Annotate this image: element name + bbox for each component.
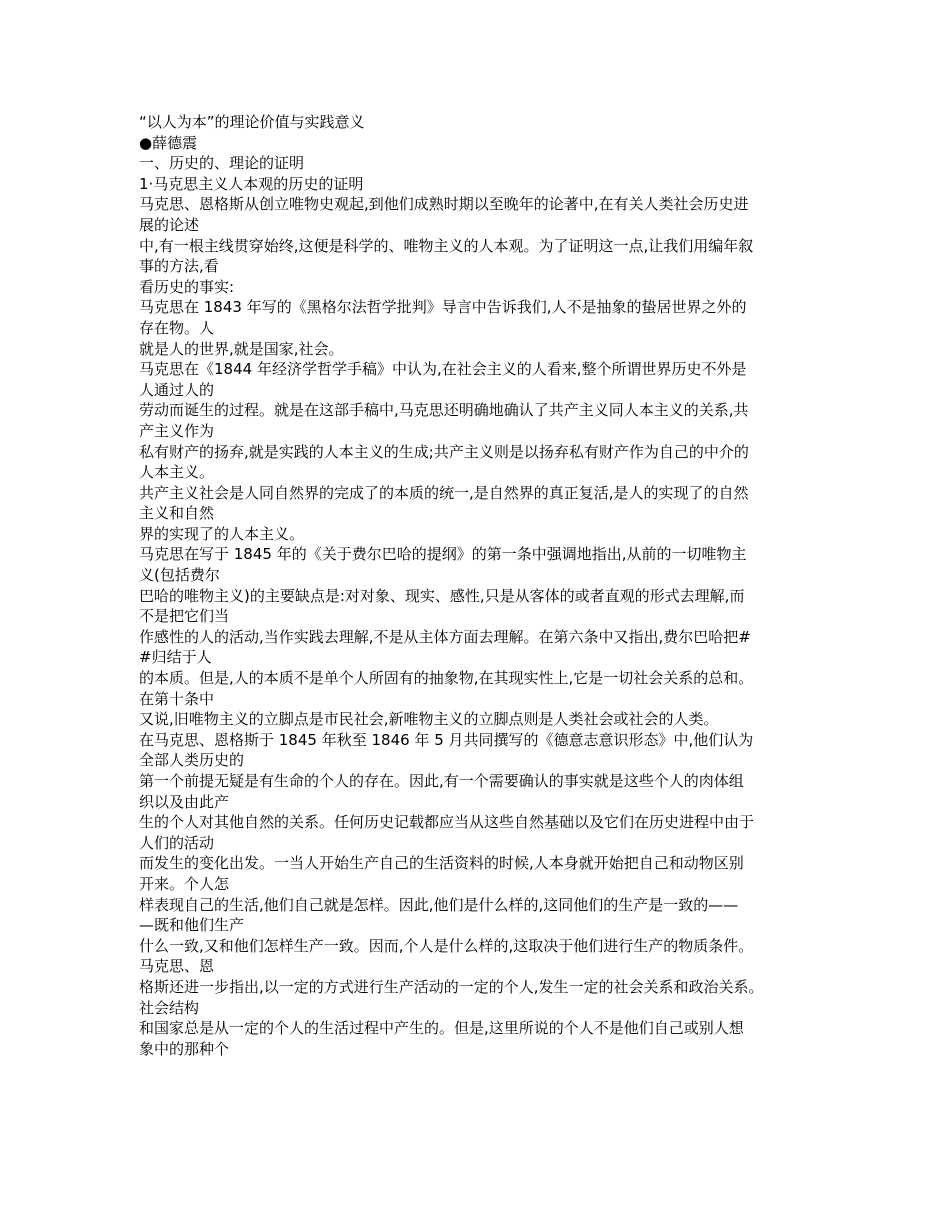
body-line: 存在物。人 [139, 318, 215, 337]
body-line: 巴哈的唯物主义)的主要缺点是:对对象、现实、感性,只是从客体的或者直观的形式去理解,而 [139, 586, 745, 605]
body-line: 马克思在 1843 年写的《黑格尔法哲学批判》导言中告诉我们,人不是抽象的蛰居世界之外的 [139, 298, 747, 317]
body-line: 私有财产的扬弃,就是实践的人本主义的生成;共产主义则是以扬弃私有财产作为自己的中介的 [139, 442, 749, 461]
author-line: ●薛德震 [139, 133, 198, 152]
body-line: 第一个前提无疑是有生命的个人的存在。因此,有一个需要确认的事实就是这些个人的肉体组 [139, 772, 744, 790]
body-line: 马克思在《1844 年经济学哲学手稿》中认为,在社会主义的人看来,整个所谓世界历史不外是 [139, 360, 747, 379]
body-line: 马克思、恩 [139, 957, 215, 976]
body-line: 而发生的变化出发。一当人开始生产自己的生活资料的时候,人本身就开始把自己和动物区别 [139, 854, 744, 873]
body-line: 织以及由此产 [139, 792, 230, 811]
body-line: 又说,旧唯物主义的立脚点是市民社会,新唯物主义的立脚点则是人类社会或社会的人类。 [139, 710, 719, 729]
body-line: 什么一致,又和他们怎样生产一致。因而,个人是什么样的,这取决于他们进行生产的物质条件。 [139, 936, 754, 955]
body-line: 象中的那种个 [139, 1039, 230, 1058]
body-line: 样表现自己的生活,他们自己就是怎样。因此,他们是什么样的,这同他们的生产是一致的—— [139, 895, 739, 914]
body-line: 人通过人的 [139, 380, 215, 399]
section-heading: 一、历史的、理论的证明 [139, 154, 305, 173]
body-line: 格斯还进一步指出,以一定的方式进行生产活动的一定的个人,发生一定的社会关系和政治关系。 [139, 977, 764, 996]
body-line: 社会结构 [139, 998, 200, 1017]
body-line: —既和他们生产 [139, 916, 245, 935]
body-line: 人们的活动 [139, 833, 215, 852]
body-line: 在第十条中 [139, 689, 215, 708]
body-line: #归结于人 [139, 648, 212, 667]
body-line: 作感性的人的活动,当作实践去理解,不是从主体方面去理解。在第六条中又指出,费尔巴哈把# [139, 627, 751, 646]
body-line: 生的个人对其他自然的关系。任何历史记载都应当从这些自然基础以及它们在历史进程中由于 [139, 813, 755, 832]
body-line: 中,有一根主线贯穿始终,这便是科学的、唯物主义的人本观。为了证明这一点,让我们用编年叙 [139, 236, 754, 255]
body-line: 的本质。但是,人的本质不是单个人所固有的抽象物,在其现实性上,它是一切社会关系的总和。 [139, 669, 754, 688]
body-line: 人本主义。 [139, 463, 215, 482]
body-line: 产主义作为 [139, 421, 215, 440]
body-line: 主义和自然 [139, 504, 215, 523]
body-line: 开来。个人怎 [139, 874, 230, 893]
body-line: 界的实现了的人本主义。 [139, 524, 305, 543]
body-line: 劳动而诞生的过程。就是在这部手稿中,马克思还明确地确认了共产主义同人本主义的关系,共 [139, 401, 749, 420]
body-line: 和国家总是从一定的个人的生活过程中产生的。但是,这里所说的个人不是他们自己或别人想 [139, 1019, 744, 1038]
subsection-heading: 1·马克思主义人本观的历史的证明 [139, 174, 364, 193]
body-line: 展的论述 [139, 215, 200, 234]
body-line: 全部人类历史的 [139, 751, 245, 770]
body-line: 马克思、恩格斯从创立唯物史观起,到他们成熟时期以至晚年的论著中,在有关人类社会历史进 [139, 195, 749, 214]
body-line: 义(包括费尔 [139, 566, 220, 585]
body-line: 事的方法,看 [139, 257, 219, 276]
document-page [139, 112, 819, 1059]
body-line: 马克思在写于 1845 年的《关于费尔巴哈的提纲》的第一条中强调地指出,从前的一切唯物主 [139, 545, 747, 564]
document-title: “以人为本”的理论价值与实践意义 [139, 113, 365, 131]
body-line: 就是人的世界,就是国家,社会。 [139, 339, 344, 358]
body-line: 共产主义社会是人同自然界的完成了的本质的统一,是自然界的真正复活,是人的实现了的自然 [139, 483, 749, 502]
body-line: 不是把它们当 [139, 607, 230, 626]
body-line: 看历史的事实: [139, 277, 235, 296]
body-line: 在马克思、恩格斯于 1845 年秋至 1846 年 5 月共同撰写的《德意志意识形态》中,他们认为 [139, 730, 754, 749]
